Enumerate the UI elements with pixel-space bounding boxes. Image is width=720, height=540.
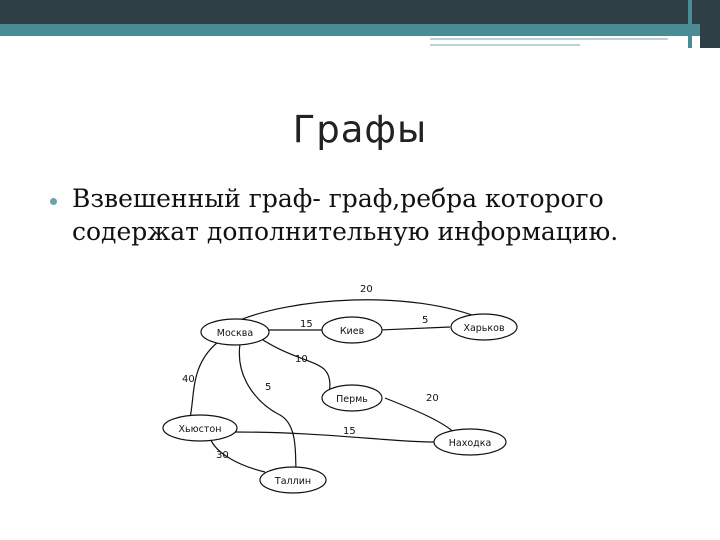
bullet-item bbox=[50, 182, 690, 248]
weight-kiev-kharkov: 5 bbox=[422, 315, 429, 326]
weight-moscow-kharkov: 20 bbox=[360, 284, 373, 295]
weighted-graph-diagram bbox=[150, 270, 540, 505]
slide-title: Графы bbox=[292, 108, 428, 151]
edge-perm-nakhodka bbox=[385, 398, 455, 433]
weight-moscow-houston: 40 bbox=[182, 374, 195, 385]
weight-houston-tallinn: 30 bbox=[216, 450, 229, 461]
node-label-kharkov: Харьков bbox=[463, 323, 505, 334]
weight-moscow-perm: 10 bbox=[295, 354, 308, 365]
edge-houston-nakhodka bbox=[235, 432, 435, 442]
node-label-perm: Пермь bbox=[336, 394, 368, 405]
header-bar bbox=[0, 0, 720, 48]
bullet-dot-icon bbox=[50, 198, 57, 205]
weight-moscow-tallinn: 5 bbox=[265, 382, 272, 393]
node-label-nakhodka: Находка bbox=[448, 438, 492, 449]
weight-moscow-kiev: 15 bbox=[300, 319, 313, 330]
edge-moscow-tallinn bbox=[239, 344, 296, 468]
weight-houston-nakhodka: 15 bbox=[343, 426, 356, 437]
node-label-tallinn: Таллин bbox=[274, 476, 312, 487]
node-label-houston: Хьюстон bbox=[178, 424, 222, 435]
node-label-kiev: Киев bbox=[339, 326, 365, 337]
bullet-text: Взвешенный граф- граф,ребра которого содержат дополнительную информацию. bbox=[72, 184, 619, 246]
edge-kiev-kharkov bbox=[380, 327, 450, 330]
node-label-moscow: Москва bbox=[216, 328, 254, 339]
weight-perm-nakhodka: 20 bbox=[426, 393, 439, 404]
